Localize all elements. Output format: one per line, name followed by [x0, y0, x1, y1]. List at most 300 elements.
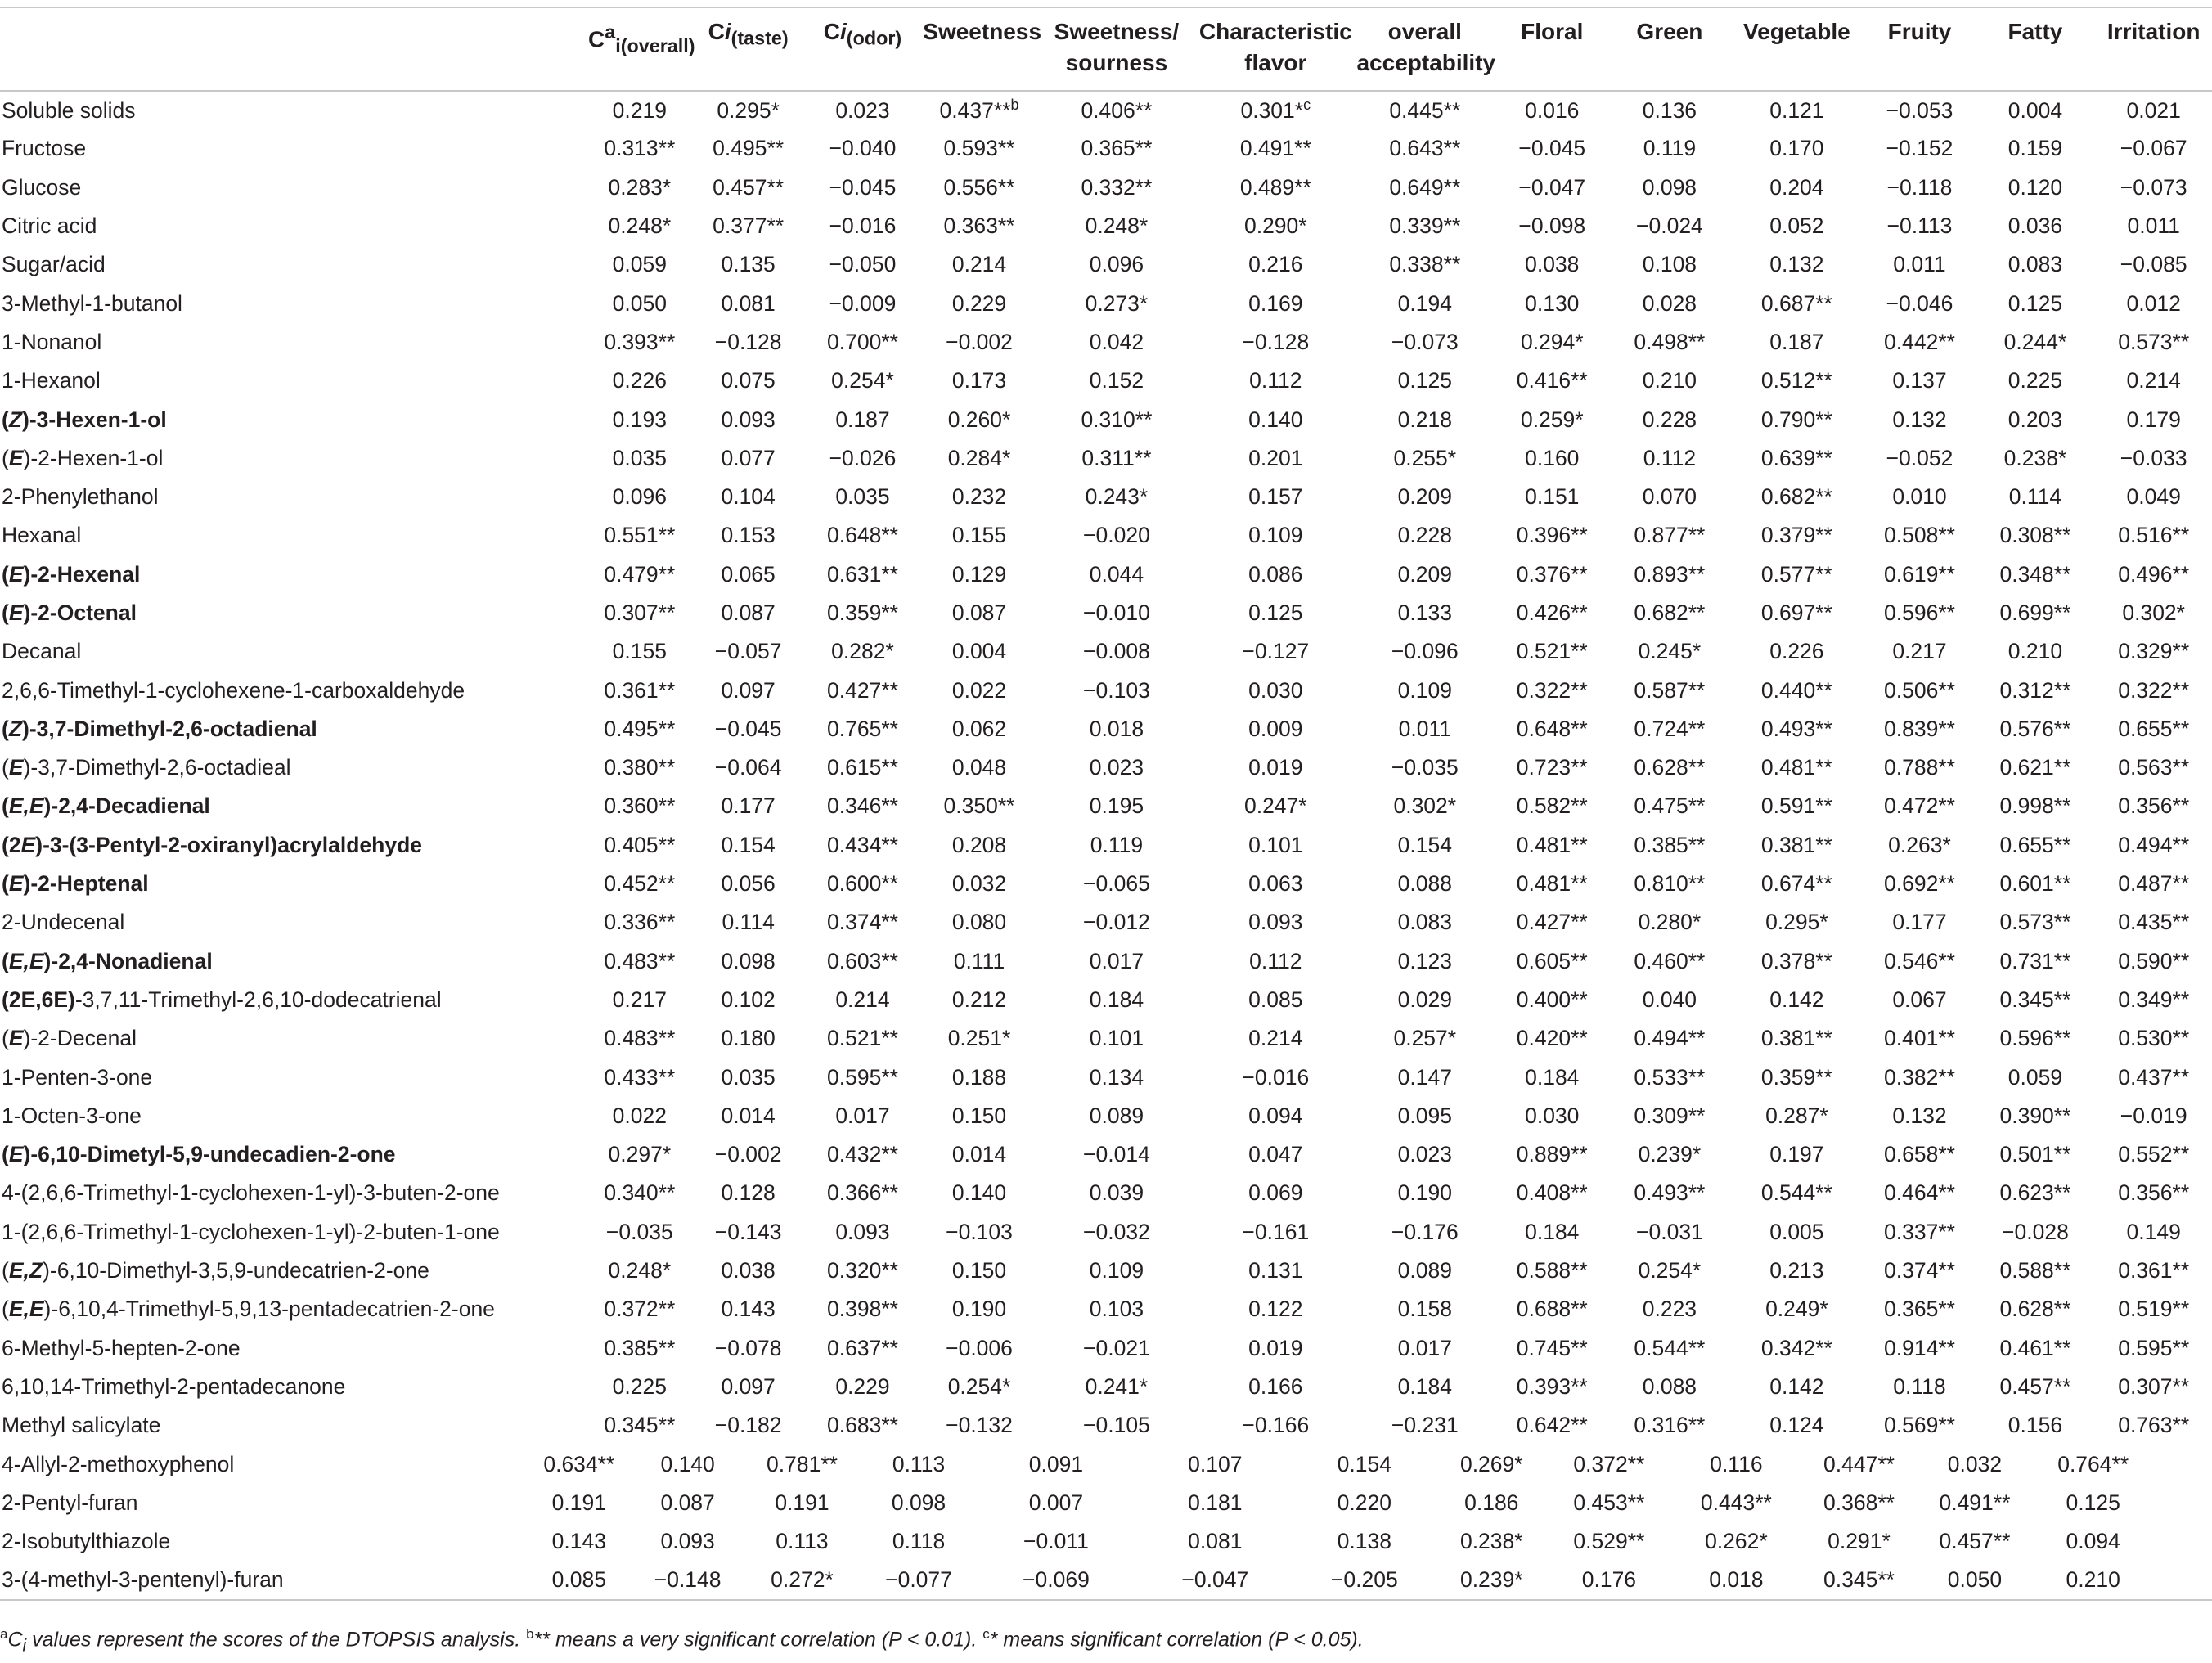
cell-value: −0.118	[1886, 174, 1953, 200]
table-cell	[804, 1135, 922, 1174]
cell-value: 0.563**	[2118, 755, 2190, 780]
column-header	[2095, 7, 2212, 91]
table-cell	[1864, 1058, 1975, 1096]
table-cell	[1729, 1174, 1864, 1212]
cell-value: 0.475**	[1634, 793, 1706, 819]
cell-value: 0.087	[660, 1490, 715, 1515]
table-cell	[804, 129, 922, 168]
table-cell	[2095, 1135, 2212, 1174]
table-cell	[1609, 400, 1729, 438]
cell-value: 0.643**	[1389, 136, 1461, 161]
cell-value: 0.493**	[1760, 716, 1832, 741]
table-cell	[1864, 91, 1975, 129]
cell-value: 0.631**	[827, 561, 898, 587]
cell-value: 0.188	[951, 1064, 1007, 1090]
table-cell	[1355, 323, 1495, 362]
label-rest: )-2,4-Decadienal	[43, 793, 210, 819]
cell-value: 0.396**	[1516, 523, 1588, 548]
table-cell	[693, 1329, 804, 1368]
cell-value: 0.312**	[1999, 677, 2071, 703]
label-stereo: E	[8, 561, 24, 587]
table-cell	[1037, 1097, 1196, 1135]
cell-value: 0.177	[721, 793, 776, 819]
table-cell	[1729, 1135, 1864, 1174]
correlation-table	[0, 7, 2212, 1601]
table-row	[0, 1213, 2212, 1252]
table-cell	[2095, 748, 2212, 787]
table-cell	[1196, 942, 1355, 981]
label-prefix: (	[2, 716, 9, 741]
cell-value: 0.119	[1643, 136, 1697, 161]
cell-value: −0.047	[1518, 174, 1586, 200]
table-cell	[693, 1135, 804, 1174]
cell-value: 0.623**	[1999, 1180, 2071, 1206]
table-cell	[1976, 284, 2096, 322]
cell-value: 0.416**	[1516, 368, 1588, 393]
table-cell	[1976, 826, 2096, 865]
header-row	[0, 7, 2212, 91]
table-cell	[804, 1329, 922, 1368]
table-cell	[693, 91, 804, 129]
table-cell	[1609, 1252, 1729, 1290]
table-cell	[1037, 1252, 1196, 1290]
table-cell	[1495, 169, 1609, 207]
row-label	[0, 1097, 587, 1135]
cell-value: 0.577**	[1760, 561, 1832, 587]
table-cell	[2095, 632, 2212, 671]
cell-value: 0.132	[1892, 407, 1947, 432]
label-prefix: (	[2, 793, 9, 819]
table-cell	[1729, 1252, 1864, 1290]
cell-value: 0.119	[1090, 832, 1144, 857]
table-row	[0, 1561, 2212, 1599]
label-text: Decanal	[2, 639, 82, 664]
table-row	[0, 1097, 2212, 1135]
cell-value: 0.102	[721, 987, 776, 1012]
table-cell	[2095, 942, 2212, 981]
label-text: 1-Penten-3-one	[2, 1064, 153, 1090]
cell-value: −0.010	[1083, 600, 1150, 625]
table-row	[0, 91, 2212, 129]
label-stereo: Z	[8, 407, 23, 432]
cell-value: 0.065	[721, 561, 776, 587]
ci-index: i	[724, 19, 731, 44]
label-prefix: (	[2, 445, 9, 470]
cell-value: 0.228	[1397, 523, 1452, 548]
cell-value: 0.017	[1397, 1335, 1452, 1360]
cell-value: 0.036	[2007, 213, 2063, 239]
cell-value: 0.588**	[1999, 1258, 2071, 1283]
table-cell	[1549, 1484, 1669, 1522]
table-cell	[1976, 1290, 2096, 1328]
cell-value: 0.209	[1397, 484, 1452, 510]
table-cell	[693, 245, 804, 284]
ci-subscript: (odor)	[846, 27, 902, 49]
cell-value: 0.496**	[2118, 561, 2190, 587]
table-cell	[1037, 516, 1196, 555]
cell-value: −0.231	[1391, 1413, 1459, 1438]
table-cell	[1196, 710, 1355, 748]
cell-value: −0.064	[714, 755, 782, 780]
row-label	[0, 632, 587, 671]
table-cell	[1976, 865, 2096, 903]
table-cell	[1196, 1252, 1355, 1290]
table-cell	[1037, 1329, 1196, 1368]
table-cell	[1037, 1174, 1196, 1212]
table-cell	[587, 129, 693, 168]
cell-value: −0.073	[2120, 174, 2187, 200]
table-cell	[1196, 129, 1355, 168]
table-cell	[921, 284, 1036, 322]
cell-value: 0.615**	[827, 755, 898, 780]
label-rest: )-3,7-Dimethyl-2,6-octadienal	[22, 716, 317, 741]
cell-value: 0.374**	[827, 910, 898, 935]
table-cell	[587, 245, 693, 284]
cell-value: 0.032	[1947, 1451, 2003, 1476]
table-cell	[587, 284, 693, 322]
table-cell	[1803, 1484, 1914, 1522]
table-cell	[693, 981, 804, 1019]
table-cell	[1196, 981, 1355, 1019]
table-cell	[2095, 981, 2212, 1019]
table-cell	[587, 1290, 693, 1328]
cell-value: 0.018	[1089, 716, 1144, 741]
table-cell	[1729, 478, 1864, 516]
cell-value: 0.118	[892, 1529, 946, 1554]
row-label	[0, 1213, 587, 1252]
cell-value: 0.320**	[827, 1258, 898, 1283]
cell-value: 0.464**	[1884, 1180, 1955, 1206]
table-cell	[921, 91, 1036, 129]
label-rest: )-2-Hexen-1-ol	[23, 445, 164, 470]
cell-value: 0.159	[2007, 136, 2063, 161]
table-cell	[587, 748, 693, 787]
cell-value: 0.155	[612, 639, 667, 664]
table-cell	[1729, 1213, 1864, 1252]
cell-value: 0.385**	[1634, 832, 1706, 857]
table-cell	[587, 1174, 693, 1212]
table-cell	[1355, 129, 1495, 168]
table-cell	[1135, 1445, 1294, 1483]
table-row	[0, 671, 2212, 709]
table-cell	[1729, 1290, 1864, 1328]
table-cell	[804, 671, 922, 709]
cell-value: −0.019	[2120, 1103, 2187, 1128]
table-cell	[2095, 400, 2212, 438]
cell-value: 0.427**	[1516, 910, 1588, 935]
table-cell	[1864, 903, 1975, 942]
cell-value: 0.366**	[827, 1180, 898, 1206]
table-cell	[1037, 400, 1196, 438]
cell-value: 0.381**	[1760, 1026, 1832, 1051]
table-row	[0, 748, 2212, 787]
label-text: 1-Octen-3-one	[2, 1103, 142, 1128]
table-cell	[1976, 1019, 2096, 1058]
cell-value: 0.628**	[1634, 755, 1706, 780]
table-cell	[861, 1561, 976, 1599]
column-header	[1495, 7, 1609, 91]
cell-value: 0.390**	[1999, 1103, 2071, 1128]
table-cell	[693, 787, 804, 825]
table-cell	[1495, 1097, 1609, 1135]
cell-value: 0.434**	[827, 832, 898, 857]
table-cell	[1495, 710, 1609, 748]
label-prefix: (2	[2, 832, 21, 857]
table-cell	[1294, 1522, 1434, 1561]
row-label	[0, 903, 587, 942]
table-cell	[693, 1019, 804, 1058]
row-label	[0, 748, 587, 787]
cell-value: 0.295*	[1765, 910, 1828, 935]
cell-value: 0.723**	[1516, 755, 1588, 780]
cell-value: −0.016	[1242, 1064, 1310, 1090]
cell-value: 0.889**	[1516, 1142, 1588, 1167]
cell-value: 0.225	[612, 1373, 667, 1399]
table-cell	[1196, 362, 1355, 400]
table-cell	[1355, 981, 1495, 1019]
table-cell	[1037, 129, 1196, 168]
cell-value: 0.255*	[1393, 445, 1457, 470]
label-stereo: (2E,6E)	[2, 987, 75, 1012]
table-cell	[587, 1329, 693, 1368]
table-cell	[587, 516, 693, 555]
table-cell	[804, 1058, 922, 1096]
table-cell	[1803, 1522, 1914, 1561]
cell-value: 0.143	[721, 1297, 776, 1322]
table-cell	[1037, 207, 1196, 245]
cell-value: −0.128	[1242, 329, 1310, 354]
row-label	[0, 594, 587, 632]
table-cell	[1495, 245, 1609, 284]
table-cell	[1609, 284, 1729, 322]
table-cell	[861, 1445, 976, 1483]
cell-value: 0.149	[2126, 1219, 2181, 1244]
table-cell	[632, 1484, 744, 1522]
table-cell	[693, 362, 804, 400]
cell-value: 0.445**	[1389, 97, 1461, 123]
label-prefix: (	[2, 871, 9, 897]
cell-value: 0.361**	[604, 677, 676, 703]
table-cell	[921, 594, 1036, 632]
table-cell	[1609, 1174, 1729, 1212]
table-cell	[1495, 632, 1609, 671]
cell-value: 0.129	[951, 561, 1007, 587]
table-cell	[587, 1368, 693, 1406]
cell-value: 0.131	[1248, 1258, 1303, 1283]
cell-value: 0.301*	[1240, 97, 1304, 123]
table-cell	[2095, 284, 2212, 322]
table-cell	[1976, 169, 2096, 207]
cell-value: 0.512**	[1760, 368, 1832, 393]
cell-value: 0.044	[1089, 561, 1144, 587]
cell-value: 0.016	[1525, 97, 1580, 123]
table-row	[0, 516, 2212, 555]
cell-value: −0.032	[1083, 1219, 1150, 1244]
table-cell	[693, 439, 804, 478]
row-label	[0, 671, 587, 709]
cell-value: 0.158	[1397, 1297, 1452, 1322]
cell-value: 0.011	[1398, 716, 1451, 741]
cell-value: 0.309**	[1634, 1103, 1706, 1128]
table-cell	[1037, 555, 1196, 594]
table-cell	[1355, 169, 1495, 207]
row-label	[0, 865, 587, 903]
cell-value: −0.128	[714, 329, 782, 354]
table-cell	[1495, 516, 1609, 555]
table-cell	[1729, 903, 1864, 942]
cell-value: 0.248*	[1085, 213, 1149, 239]
cell-value: 0.290*	[1243, 213, 1307, 239]
cell-value: 0.208	[951, 832, 1007, 857]
cell-value: 0.621**	[1999, 755, 2071, 780]
cell-value: 0.104	[721, 484, 776, 510]
table-cell	[1609, 1213, 1729, 1252]
table-cell	[587, 1019, 693, 1058]
table-cell	[804, 594, 922, 632]
table-cell	[1196, 245, 1355, 284]
table-cell	[2095, 362, 2212, 400]
cell-value: 0.190	[1397, 1180, 1452, 1206]
table-cell	[1864, 710, 1975, 748]
cell-value: 0.142	[1769, 987, 1824, 1012]
cell-value: 0.201	[1248, 445, 1303, 470]
cell-value: 0.529**	[1573, 1529, 1645, 1554]
table-cell	[1864, 787, 1975, 825]
table-cell	[1196, 671, 1355, 709]
cell-value: 0.308**	[1999, 523, 2071, 548]
cell-value: 0.724**	[1634, 716, 1706, 741]
column-header	[1355, 7, 1495, 91]
row-label	[0, 169, 587, 207]
cell-value: 0.103	[1089, 1297, 1144, 1322]
cell-value: 0.408**	[1516, 1180, 1588, 1206]
table-cell	[921, 245, 1036, 284]
table-cell	[1729, 1406, 1864, 1445]
cell-value: 0.113	[892, 1451, 946, 1476]
table-cell	[1355, 710, 1495, 748]
table-cell	[2095, 1252, 2212, 1290]
table-cell	[1355, 1368, 1495, 1406]
cell-value: 0.263*	[1888, 832, 1951, 857]
table-cell	[1976, 903, 2096, 942]
cell-value: 0.605**	[1516, 948, 1588, 973]
label-stereo: E,E	[8, 793, 44, 819]
table-cell	[804, 1213, 922, 1252]
table-cell	[1495, 91, 1609, 129]
cell-value: 0.190	[951, 1297, 1007, 1322]
cell-value: 0.381**	[1760, 832, 1832, 857]
cell-value: 0.157	[1248, 484, 1303, 510]
ci-symbol: C	[708, 19, 725, 44]
table-cell	[2095, 1290, 2212, 1328]
table-header	[0, 7, 2212, 91]
cell-value: 0.346**	[827, 793, 898, 819]
label-stereo: E	[8, 871, 24, 897]
column-header	[1976, 7, 2096, 91]
table-cell	[1609, 594, 1729, 632]
cell-value: −0.053	[1886, 97, 1953, 123]
table-cell	[1355, 245, 1495, 284]
table-cell	[1037, 91, 1196, 129]
table-cell	[1609, 981, 1729, 1019]
table-cell	[921, 1290, 1036, 1328]
cell-value: −0.020	[1083, 523, 1150, 548]
table-cell	[1976, 787, 2096, 825]
cell-value: 0.495**	[604, 716, 676, 741]
table-cell	[1355, 594, 1495, 632]
cell-value: 0.595**	[2118, 1335, 2190, 1360]
table-cell	[1495, 594, 1609, 632]
cell-value: 0.506**	[1884, 677, 1955, 703]
label-prefix: (	[2, 561, 9, 587]
cell-value: 0.269*	[1459, 1451, 1523, 1476]
label-stereo: E,Z	[8, 1258, 43, 1283]
cell-value: 0.140	[660, 1451, 715, 1476]
cell-value: 0.093	[660, 1529, 715, 1554]
cell-value: 0.213	[1769, 1258, 1824, 1283]
cell-value: 0.154	[1397, 832, 1452, 857]
cell-value: 0.089	[1089, 1103, 1144, 1128]
cell-value: 0.217	[1892, 639, 1947, 664]
table-cell	[921, 478, 1036, 516]
cell-value: 0.516**	[2118, 523, 2190, 548]
cell-value: 0.132	[1769, 252, 1824, 277]
table-cell	[587, 439, 693, 478]
cell-value: 0.109	[1089, 1258, 1144, 1283]
cell-value: 0.138	[1337, 1529, 1391, 1554]
table-cell	[1864, 1329, 1975, 1368]
table-cell	[1135, 1561, 1294, 1599]
cell-value: 0.125	[2066, 1490, 2120, 1515]
table-cell	[921, 748, 1036, 787]
table-cell	[1434, 1445, 1549, 1483]
table-cell	[1135, 1484, 1294, 1522]
cell-value: 0.781**	[767, 1451, 838, 1476]
table-cell	[2095, 903, 2212, 942]
table-cell	[1609, 1019, 1729, 1058]
label-text: Fructose	[2, 136, 87, 161]
table-cell	[921, 400, 1036, 438]
table-cell	[1495, 671, 1609, 709]
row-label	[0, 1019, 587, 1058]
table-cell	[1495, 207, 1609, 245]
cell-value: 0.247*	[1243, 793, 1307, 819]
column-header-label: overall acceptability	[1356, 19, 1496, 75]
row-label	[0, 981, 587, 1019]
table-cell	[921, 1174, 1036, 1212]
table-cell	[1609, 1290, 1729, 1328]
table-cell	[1549, 1561, 1669, 1599]
table-cell	[1976, 1252, 2096, 1290]
table-cell	[1864, 632, 1975, 671]
table-cell	[632, 1445, 744, 1483]
row-label	[0, 1058, 587, 1096]
table-cell	[1976, 1174, 2096, 1212]
table-cell	[1729, 91, 1864, 129]
cell-value: 0.339**	[1389, 213, 1461, 239]
cell-value: 0.649**	[1389, 174, 1461, 200]
table-cell	[921, 903, 1036, 942]
cell-value: 0.368**	[1823, 1490, 1895, 1515]
table-cell	[1976, 323, 2096, 362]
table-cell	[804, 787, 922, 825]
cell-value: 0.226	[612, 368, 667, 393]
cell-value: 0.049	[2126, 484, 2181, 510]
cell-value: −0.085	[2120, 252, 2187, 277]
cell-value: 0.023	[835, 97, 890, 123]
cell-value: 0.692**	[1884, 871, 1955, 897]
cell-value: 0.596**	[1999, 1026, 2071, 1051]
